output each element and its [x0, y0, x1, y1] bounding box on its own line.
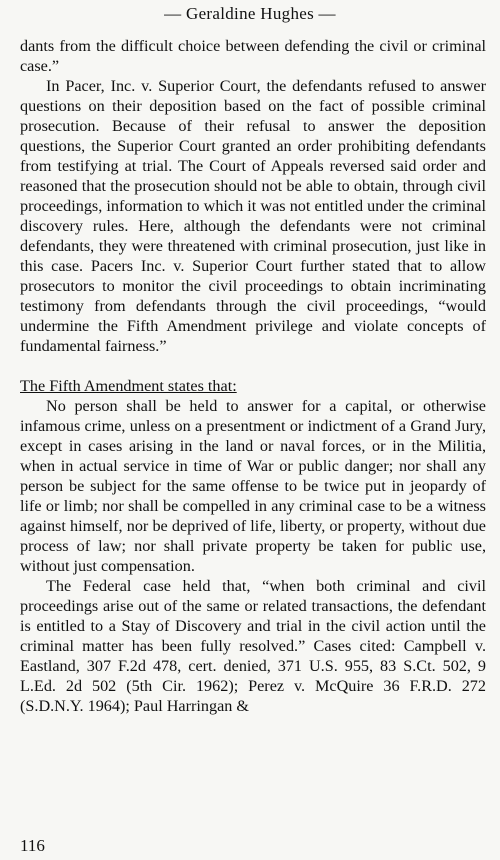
- paragraph-spacer: [20, 356, 486, 376]
- paragraph-federal-case: The Federal case held that, “when both criminal and civil proceedings arise out of the same or related transactions, the defendant is entitled to a Stay of Discovery and trial in the civil action until the criminal matter has been fully resolved.” Cases cited: Campbell v. Eastland, 307 F.2d 478, cert. denied, 371 U.S. 955, 83 S.Ct. 502, 9 L.Ed. 2d 502 (5th Cir. 1962); Perez v. McQuire 36 F.R.D. 272 (S.D.N.Y. 1964); Paul Harringan &: [20, 577, 486, 715]
- page-number: 116: [20, 836, 45, 855]
- paragraph-continuation: dants from the difficult choice between defending the civil or criminal case.”: [20, 37, 486, 75]
- paragraph-fifth-amendment-text: No person shall be held to answer for a capital, or otherwise infamous crime, unless on a presentment or indictment of a Grand Jury, except in cases arising in the land or naval forces, or in the Militia, when in actual service in time of War or public danger; nor shall any person be subject for the same offense to be twice put in jeopardy of life or limb; nor shall be compelled in any criminal case to be a witness against himself, nor be deprived of life, liberty, or property, without due process of law; nor shall private property be taken for public use, without just compensation.: [20, 397, 486, 575]
- section-heading-fifth-amendment: [20, 376, 486, 396]
- running-header: — Geraldine Hughes —: [164, 4, 336, 23]
- section-heading-text: The Fifth Amendment states that:: [20, 377, 237, 395]
- body-text: [20, 36, 486, 716]
- paragraph-pacer-case: In Pacer, Inc. v. Superior Court, the defendants refused to answer questions on their deposition based on the fact of possible criminal prosecution. Because of their refusal to answer the deposition questions, the Superior Court granted an order prohibiting defendants from testifying at trial. The Court of Appeals reversed said order and reasoned that the prosecution should not be able to obtain, through civil proceedings, information to which it was not entitled under the criminal discovery rules. Here, although the defendants were not criminal defendants, they were threatened with criminal prosecution, just like in this case. Pacers Inc. v. Superior Court further stated that to allow prosecutors to monitor the civil proceedings to obtain incriminating testimony from defendants through the civil proceedings, “would undermine the Fifth Amendment privilege and violate concepts of fundamental fairness.”: [20, 77, 486, 355]
